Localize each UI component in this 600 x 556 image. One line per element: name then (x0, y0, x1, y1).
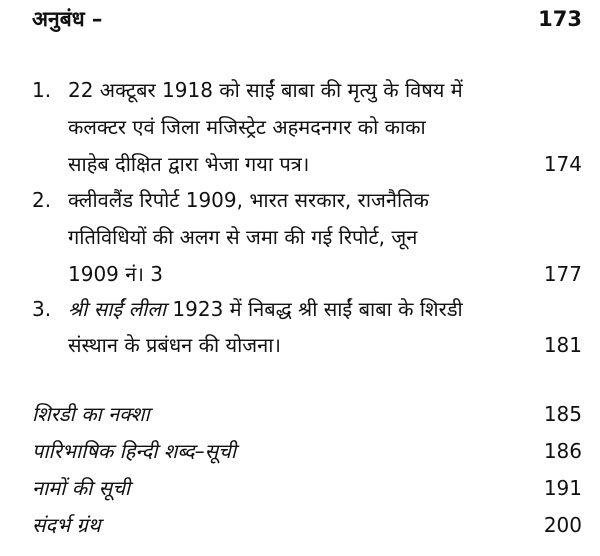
back-matter-item (0, 397, 600, 431)
appendix-heading-row (0, 2, 600, 36)
list-item (0, 183, 600, 217)
list-item (0, 292, 600, 326)
back-matter-item (0, 471, 600, 505)
list-item-continuation (0, 110, 600, 144)
item-page-number: 177 (543, 262, 582, 286)
item-text-rest: 1923 में निबद्ध श्री साईं बाबा के शिरडी (166, 297, 463, 321)
item-text-line: साहेब दीक्षित द्वारा भेजा गया पत्र। (68, 152, 310, 176)
item-text-line: 1909 नं। 3 (68, 262, 164, 286)
back-matter-title: पारिभाषिक हिन्दी शब्द–सूची (32, 439, 237, 463)
item-italic-title: श्री साईं लीला (68, 297, 167, 321)
back-matter-page: 185 (543, 402, 582, 426)
list-item (0, 73, 600, 107)
item-text-line: संस्थान के प्रबंधन की योजना। (68, 333, 281, 357)
item-text-line: क्लीवलैंड रिपोर्ट 1909, भारत सरकार, राजनैतिक (68, 188, 429, 212)
item-text-line: गतिविधियों की अलग से जमा की गई रिपोर्ट, जून (68, 225, 418, 249)
list-item-continuation (0, 328, 600, 362)
appendix-heading: अनुबंध – (32, 7, 103, 31)
item-page-number: 174 (543, 152, 582, 176)
item-page-number: 181 (543, 333, 582, 357)
item-number: 2. (32, 188, 52, 212)
item-text-line: 22 अक्टूबर 1918 को साईं बाबा की मृत्यु के विषय में (68, 78, 463, 102)
item-number: 3. (32, 297, 52, 321)
list-item-continuation (0, 257, 600, 291)
back-matter-page: 186 (543, 439, 582, 463)
list-item-continuation (0, 220, 600, 254)
back-matter-page: 200 (543, 513, 582, 537)
back-matter-page: 191 (543, 476, 582, 500)
item-number: 1. (32, 78, 52, 102)
back-matter-title: नामों की सूची (32, 476, 131, 500)
item-text-line: कलक्टर एवं जिला मजिस्ट्रेट अहमदनगर को काका (68, 115, 426, 139)
item-text-line (68, 292, 463, 326)
appendix-heading-page: 173 (538, 7, 582, 31)
back-matter-item (0, 434, 600, 468)
back-matter-title: शिरडी का नक्शा (32, 402, 150, 426)
back-matter-title: संदर्भ ग्रंथ (32, 513, 101, 537)
back-matter-item (0, 508, 600, 542)
list-item-continuation (0, 147, 600, 181)
